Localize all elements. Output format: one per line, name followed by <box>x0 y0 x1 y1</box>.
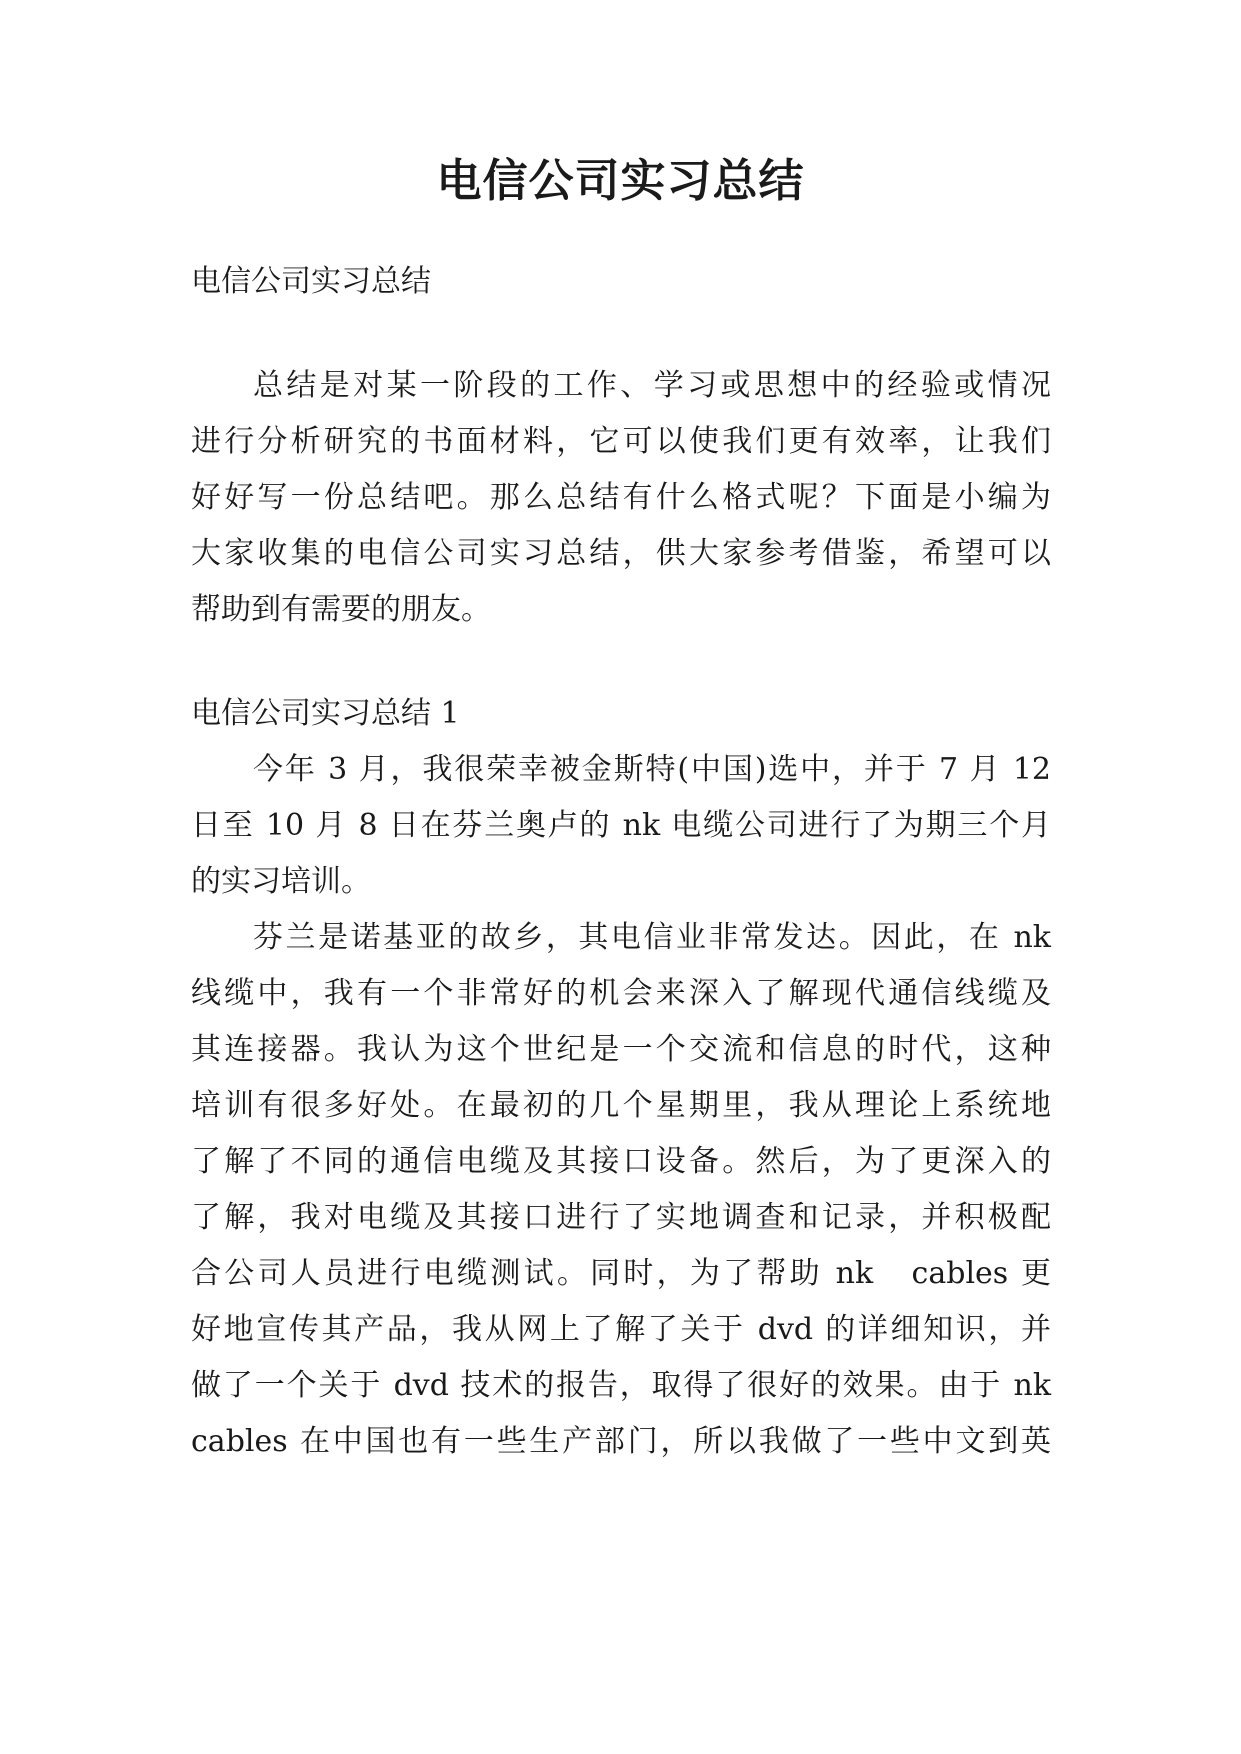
paragraph-line: 其连接器。我认为这个世纪是一个交流和信息的时代，这种 <box>191 1032 1051 1067</box>
section-heading: 电信公司实习总结 1 <box>191 696 460 731</box>
paragraph-line: 做了一个关于 dvd 技术的报告，取得了很好的效果。由于 nk <box>191 1368 1051 1403</box>
paragraph-line: 今年 3 月，我很荣幸被金斯特(中国)选中，并于 7 月 12 <box>253 752 1051 787</box>
intro-line: 大家收集的电信公司实习总结，供大家参考借鉴，希望可以 <box>191 536 1051 571</box>
intro-line: 总结是对某一阶段的工作、学习或思想中的经验或情况 <box>253 368 1051 403</box>
document-subtitle: 电信公司实习总结 <box>191 264 431 299</box>
paragraph-line: 线缆中，我有一个非常好的机会来深入了解现代通信线缆及 <box>191 976 1051 1011</box>
paragraph-line: 培训有很多好处。在最初的几个星期里，我从理论上系统地 <box>191 1088 1051 1123</box>
paragraph-line: 合公司人员进行电缆测试。同时，为了帮助 nk cables 更 <box>191 1256 1051 1291</box>
paragraph-line: 的实习培训。 <box>191 864 371 899</box>
paragraph-line: 了解，我对电缆及其接口进行了实地调查和记录，并积极配 <box>191 1200 1051 1235</box>
paragraph-line: cables 在中国也有一些生产部门，所以我做了一些中文到英 <box>191 1424 1051 1459</box>
paragraph-line: 好地宣传其产品，我从网上了解了关于 dvd 的详细知识，并 <box>191 1312 1051 1347</box>
intro-line: 帮助到有需要的朋友。 <box>191 592 491 627</box>
intro-line: 好好写一份总结吧。那么总结有什么格式呢？下面是小编为 <box>191 480 1051 515</box>
document-title: 电信公司实习总结 <box>436 154 805 207</box>
paragraph-line: 日至 10 月 8 日在芬兰奥卢的 nk 电缆公司进行了为期三个月 <box>191 808 1051 843</box>
paragraph-line: 了解了不同的通信电缆及其接口设备。然后，为了更深入的 <box>191 1144 1051 1179</box>
intro-line: 进行分析研究的书面材料，它可以使我们更有效率，让我们 <box>191 424 1051 459</box>
paragraph-line: 芬兰是诺基亚的故乡，其电信业非常发达。因此，在 nk <box>253 920 1051 955</box>
